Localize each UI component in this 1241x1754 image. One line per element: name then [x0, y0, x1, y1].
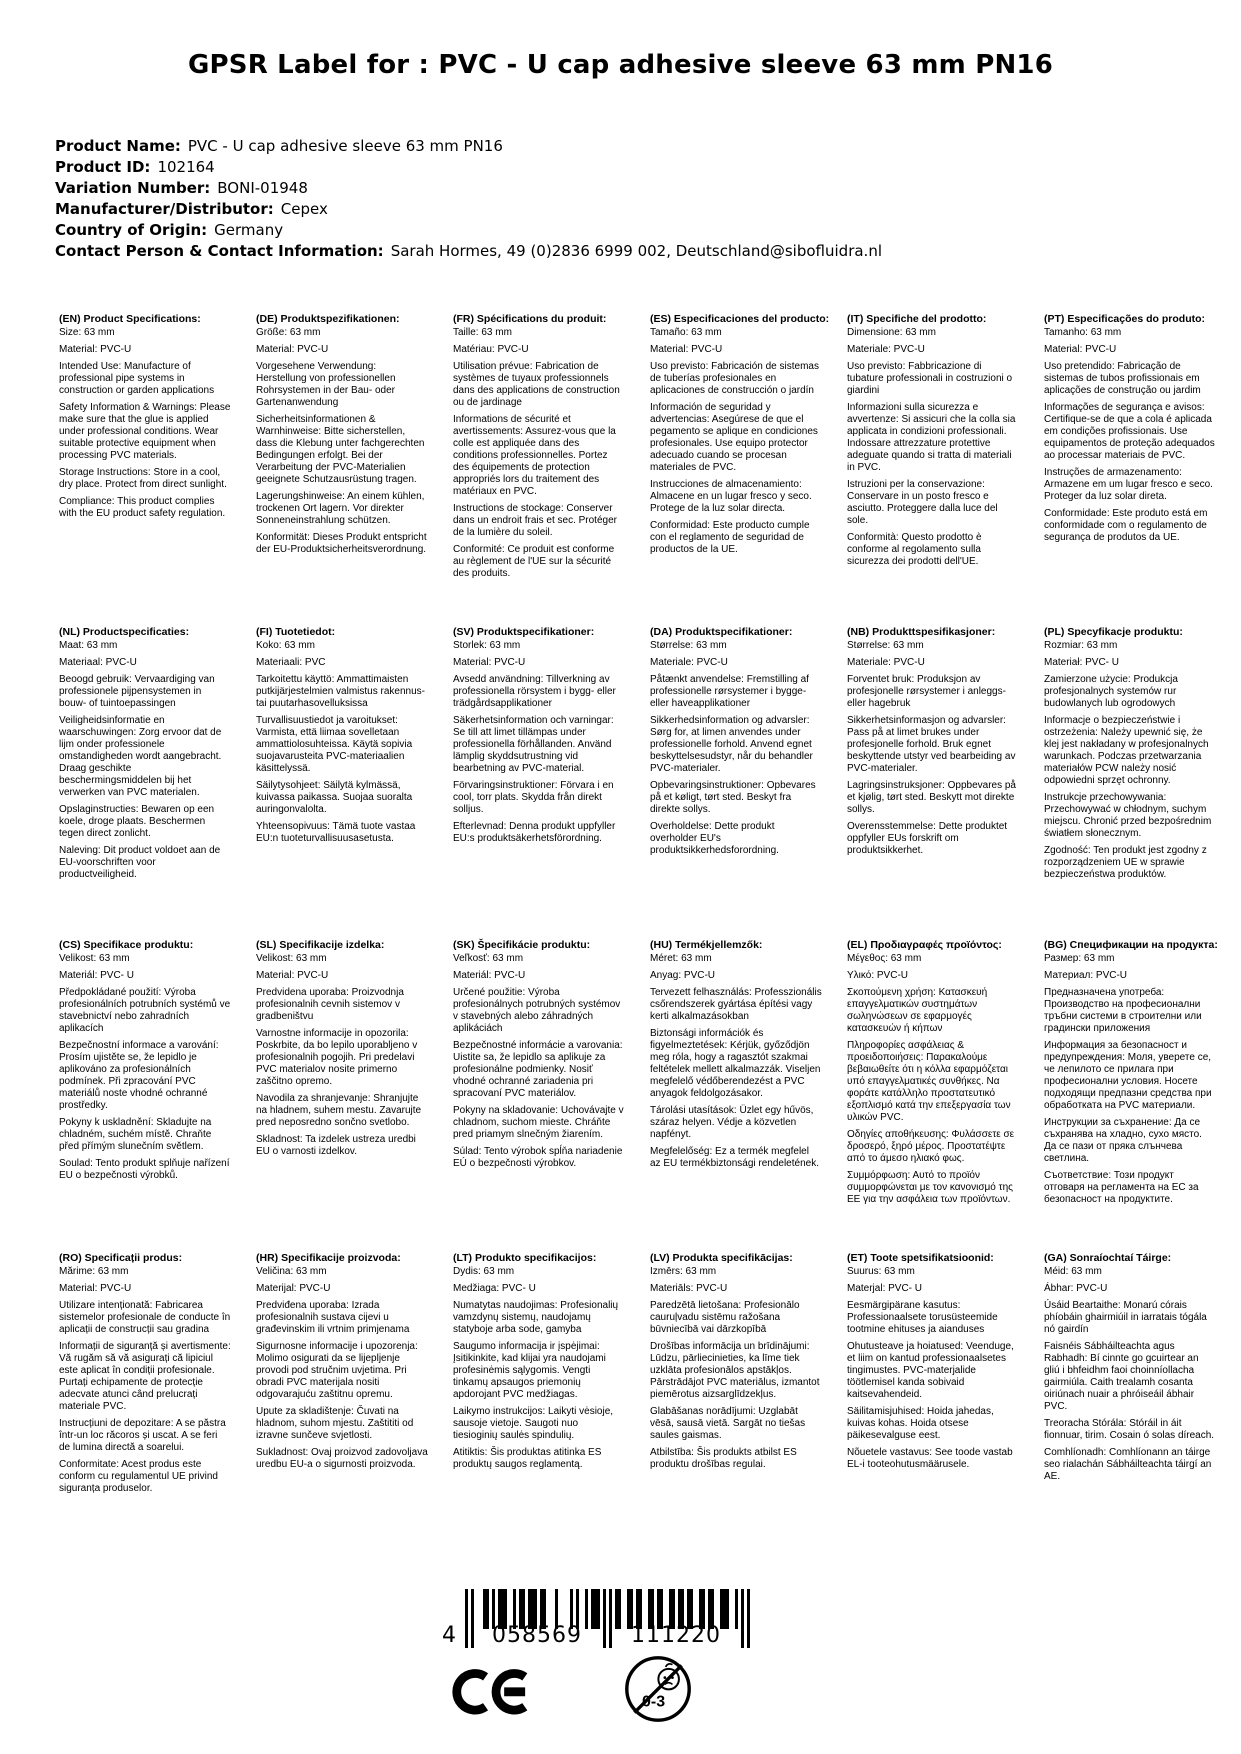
section-paragraph: Intended Use: Manufacture of professional pipe systems in construction or garden applications	[59, 361, 215, 396]
section-paragraph: Materiale: PVC-U	[847, 657, 925, 668]
section-paragraph: Förvaringsinstruktioner: Förvara i en cool, torr plats. Skydda från direkt solljus.	[453, 780, 614, 815]
section-paragraph: Velikost: 63 mm	[256, 953, 327, 964]
product-name-label: Product Name:	[55, 137, 181, 155]
country-of-origin-label: Country of Origin:	[55, 221, 208, 239]
age-range-text: 0-3	[642, 1693, 666, 1711]
section-paragraph: Méid: 63 mm	[1044, 1266, 1102, 1277]
section-paragraph: Nõuetele vastavus: See toode vastab EL-i tooteohutusmäärusele.	[847, 1447, 1013, 1470]
section-paragraph: Conformité: Ce produit est conforme au règlement de l'UE sur la sécurité des produits.	[453, 544, 615, 579]
section-paragraph: Turvallisuustiedot ja varoitukset: Varmista, että liimaa sovelletaan ammattiolosuhteissa. Käytä sopivia suojavarusteita PVC-materiaalien käsittelyssä.	[256, 715, 413, 774]
section-heading: (RO) Specificații produs:	[59, 1252, 183, 1264]
product-info-block	[55, 136, 882, 262]
section-heading: (BG) Спецификации на продукта:	[1044, 939, 1218, 951]
section-paragraph: Informații de siguranță și avertismente: Vă rugăm să vă asigurați că lipiciul este aplicat în condiții profesionale. Purtați echipamente de protecție adecvate atunci când prelucrați materiale PVC.	[59, 1341, 231, 1412]
product-info-row	[55, 199, 882, 220]
product-info-row	[55, 178, 882, 199]
section-paragraph: Material: PVC-U	[59, 1283, 132, 1294]
lang-section-cs	[59, 939, 231, 1252]
section-paragraph: Instructions de stockage: Conserver dans un endroit frais et sec. Protéger de la lumière du soleil.	[453, 503, 617, 538]
section-paragraph: Rozmiar: 63 mm	[1044, 640, 1118, 651]
product-id-value: 102164	[157, 158, 215, 176]
lang-section-fi	[256, 626, 428, 939]
section-paragraph: Lagerungshinweise: An einem kühlen, trockenen Ort lagern. Vor direkter Sonneneinstrahlung schützen.	[256, 491, 425, 526]
section-paragraph: Sikkerhedsinformation og advarsler: Sørg for, at limen anvendes under professionelle forhold. Anvend egnet beskyttelsesudstyr, når du behandler PVC-materialer.	[650, 715, 813, 774]
section-paragraph: Material: PVC-U	[650, 344, 723, 355]
section-paragraph: Instrucțiuni de depozitare: A se păstra într-un loc răcoros și uscat. A se feri de lumina directă a soarelui.	[59, 1418, 226, 1453]
section-paragraph: Megfelelőség: Ez a termék megfelel az EU termékbiztonsági rendeletének.	[650, 1146, 819, 1169]
product-info-row	[55, 220, 882, 241]
section-paragraph: Avsedd användning: Tillverkning av professionella rörsystem i bygg- eller trädgårdsapplikationer	[453, 674, 616, 709]
section-paragraph: Material: PVC-U	[256, 344, 329, 355]
section-paragraph: Materiál: PVC- U	[59, 970, 135, 981]
section-paragraph: Compliance: This product complies with the EU product safety regulation.	[59, 496, 226, 519]
lang-section-hr	[256, 1252, 428, 1565]
section-paragraph: Sukladnost: Ovaj proizvod zadovoljava uredbu EU-a o sigurnosti proizvoda.	[256, 1447, 428, 1470]
lang-section-hu	[650, 939, 822, 1252]
section-paragraph: Размер: 63 mm	[1044, 953, 1115, 964]
section-paragraph: Pokyny na skladovanie: Uchovávajte v chladnom, suchom mieste. Chráňte pred priamym slnečným žiarením.	[453, 1105, 624, 1140]
section-paragraph: Overensstemmelse: Dette produktet oppfyller EUs forskrift om produktsikkerhet.	[847, 821, 1008, 856]
section-paragraph: Οδηγίες αποθήκευσης: Φυλάσσετε σε δροσερό, ξηρό μέρος. Προστατέψτε από το άμεσο ηλιακό φως.	[847, 1129, 1015, 1164]
lang-section-es	[650, 313, 830, 626]
section-heading: (IT) Specifiche del prodotto:	[847, 313, 987, 325]
section-paragraph: Conformitate: Acest produs este conform cu regulamentul UE privind siguranța produselor.	[59, 1459, 218, 1494]
section-heading: (ES) Especificaciones del producto:	[650, 313, 830, 325]
lang-section-nb	[847, 626, 1019, 939]
lang-section-el	[847, 939, 1019, 1252]
section-paragraph: Určené použitie: Výroba profesionálnych potrubných systémov v stavebných alebo záhradných aplikáciách	[453, 987, 621, 1034]
section-paragraph: Súlad: Tento výrobok spĺňa nariadenie EÚ o bezpečnosti výrobkov.	[453, 1146, 623, 1169]
section-paragraph: Velikost: 63 mm	[59, 953, 130, 964]
section-heading: (SL) Specifikacije izdelka:	[256, 939, 385, 951]
section-paragraph: Saugumo informacija ir įspėjimai: Įsitikinkite, kad klijai yra naudojami profesinėmis sąlygomis. Vengti tinkamų apsaugos priemonių apdorojant PVC medžiagas.	[453, 1341, 606, 1400]
section-paragraph: Upute za skladištenje: Čuvati na hladnom, suhom mjestu. Zaštititi od izravne sunčeve svjetlosti.	[256, 1406, 414, 1441]
section-paragraph: Säilitamisjuhised: Hoida jahedas, kuivas kohas. Hoida otsese päikesevalguse eest.	[847, 1406, 994, 1441]
lang-section-sk	[453, 939, 625, 1252]
section-paragraph: Medžiaga: PVC- U	[453, 1283, 536, 1294]
lang-section-bg	[1044, 939, 1216, 1252]
language-sections-grid	[59, 313, 1216, 1565]
lang-section-sl	[256, 939, 428, 1252]
ce-mark-icon	[450, 1666, 538, 1723]
section-paragraph: Informações de segurança e avisos: Certifique-se de que a cola é aplicada em condições profissionais. Use equipamentos de proteção adequados ao processar materiais de PVC.	[1044, 402, 1215, 461]
section-paragraph: Conformità: Questo prodotto è conforme al regolamento sulla sicurezza dei prodotti dell'UE.	[847, 532, 982, 567]
section-paragraph: Tamaño: 63 mm	[650, 327, 722, 338]
lang-section-lt	[453, 1252, 625, 1565]
section-paragraph: Material: PVC-U	[59, 344, 132, 355]
section-paragraph: Istruzioni per la conservazione: Conservare in un posto fresco e asciutto. Proteggere dalla luce del sole.	[847, 479, 998, 526]
section-paragraph: Predvidena uporaba: Proizvodnja profesionalnih cevnih sistemov v gradbeništvu	[256, 987, 404, 1022]
section-paragraph: Instruções de armazenamento: Armazene em um lugar fresco e seco. Proteger da luz solar direta.	[1044, 467, 1213, 502]
lang-section-ro	[59, 1252, 231, 1565]
variation-number-label: Variation Number:	[55, 179, 211, 197]
section-paragraph: Vorgesehene Verwendung: Herstellung von professionellen Rohrsystemen in der Bau- oder Gartenanwendung	[256, 361, 396, 408]
section-paragraph: Materiaali: PVC	[256, 657, 326, 668]
section-paragraph: Numatytas naudojimas: Profesionalių vamzdynų sistemų, naudojamų statyboje arba sode, gamyba	[453, 1300, 619, 1335]
section-paragraph: Sikkerhetsinformasjon og advarsler: Pass på at limet brukes under profesjonelle forhold. Bruk egnet beskyttende utstyr ved bearbeiding av PVC-materialer.	[847, 715, 1016, 774]
section-paragraph: Uso previsto: Fabricación de sistemas de tuberías profesionales en aplicaciones de construcción o jardín	[650, 361, 819, 396]
section-paragraph: Drošības informācija un brīdinājumi: Lūdzu, pārliecinieties, ka līme tiek uzklāta profesionālos apstākļos. Pārstrādājot PVC materiālus, izmantot piemērotus aizsarglīdzekļus.	[650, 1341, 820, 1400]
lang-section-de	[256, 313, 428, 626]
section-paragraph: Size: 63 mm	[59, 327, 115, 338]
section-paragraph: Comhlíonadh: Comhlíonann an táirge seo rialachán Sábháilteachta táirgí an AE.	[1044, 1447, 1212, 1482]
section-paragraph: Ábhar: PVC-U	[1044, 1283, 1108, 1294]
section-paragraph: Utilizare intenționată: Fabricarea sistemelor profesionale de conducte în aplicații de construcții sau gradina	[59, 1300, 231, 1335]
section-paragraph: Soulad: Tento produkt splňuje nařízení EU o bezpečnosti výrobků.	[59, 1158, 230, 1181]
section-paragraph: Maat: 63 mm	[59, 640, 118, 651]
section-paragraph: Conformidade: Este produto está em conformidade com o regulamento de segurança de produtos da UE.	[1044, 508, 1208, 543]
section-paragraph: Anyag: PVC-U	[650, 970, 716, 981]
section-paragraph: Opslaginstructies: Bewaren op een koele, droge plaats. Beschermen tegen direct zonlicht.	[59, 804, 215, 839]
section-paragraph: Säilytysohjeet: Säilytä kylmässä, kuivassa paikassa. Suojaa suoralta auringonvalolta.	[256, 780, 413, 815]
barcode	[390, 1589, 760, 1651]
section-paragraph: Material: PVC-U	[256, 970, 329, 981]
section-paragraph: Lagringsinstruksjoner: Oppbevares på et kjølig, tørt sted. Beskytt mot direkte sollys.	[847, 780, 1016, 815]
section-paragraph: Eesmärgipärane kasutus: Professionaalsete torusüsteemide tootmine ehituses ja aianduses	[847, 1300, 998, 1335]
section-paragraph: Navodila za shranjevanje: Shranjujte na hladnem, suhem mestu. Zavarujte pred neposredno sončno svetlobo.	[256, 1093, 422, 1128]
section-paragraph: Varnostne informacije in opozorila: Poskrbite, da bo lepilo uporabljeno v profesionalnih pogojih. Pri predelavi PVC materialov nosite primerno zaščitno opremo.	[256, 1028, 418, 1087]
page-title: GPSR Label for : PVC - U cap adhesive sleeve 63 mm PN16	[187, 50, 1054, 80]
section-paragraph: Konformität: Dieses Produkt entspricht der EU-Produktsicherheitsverordnung.	[256, 532, 427, 555]
section-paragraph: Materiāls: PVC-U	[650, 1283, 728, 1294]
section-paragraph: Storage Instructions: Store in a cool, dry place. Protect from direct sunlight.	[59, 467, 227, 490]
section-paragraph: Mărime: 63 mm	[59, 1266, 129, 1277]
section-paragraph: Dydis: 63 mm	[453, 1266, 515, 1277]
section-paragraph: Información de seguridad y advertencias: Asegúrese de que el pegamento se aplique en condiciones profesionales. Use equipo protector adecuado cuando se procesan materiales de PVC.	[650, 402, 818, 473]
section-paragraph: Utilisation prévue: Fabrication de systèmes de tuyaux professionnels dans des applications de construction ou de jardinage	[453, 361, 620, 408]
barcode-digit-group: 058569	[492, 1623, 582, 1648]
section-heading: (HR) Specifikacije proizvoda:	[256, 1252, 401, 1264]
section-paragraph: Materijal: PVC-U	[256, 1283, 331, 1294]
section-paragraph: Bezpečnostní informace a varování: Prosím ujistěte se, že lepidlo je aplikováno za profesionálních podmínek. Při zpracování PVC materiálů noste vhodné ochranné prostředky.	[59, 1040, 219, 1111]
section-heading: (DA) Produktspecifikationer:	[650, 626, 793, 638]
section-heading: (FI) Tuotetiedot:	[256, 626, 336, 638]
section-paragraph: Overholdelse: Dette produkt overholder EU's produktsikkerhedsforordning.	[650, 821, 779, 856]
section-paragraph: Veličina: 63 mm	[256, 1266, 327, 1277]
section-paragraph: Sigurnosne informacije i upozorenja: Molimo osigurati da se lijepljenje provodi pod stručnim uvjetima. Pri obradi PVC materijala nositi odgovarajuću zaštitnu opremu.	[256, 1341, 418, 1400]
lang-section-et	[847, 1252, 1019, 1565]
section-paragraph: Veľkosť: 63 mm	[453, 953, 524, 964]
section-paragraph: Biztonsági információk és figyelmeztetések: Kérjük, győződjön meg róla, hogy a ragasztót szakmai feltételek mellett alkalmazzák. Viseljen megfelelő védőberendezést a PVC anyagok feldolgozásakor.	[650, 1028, 821, 1099]
section-paragraph: Predviđena uporaba: Izrada profesionalnih sustava cijevi u građevinskim ili vrtnim primjenama	[256, 1300, 410, 1335]
section-heading: (LT) Produkto specifikacijos:	[453, 1252, 597, 1264]
product-info-row	[55, 136, 882, 157]
section-paragraph: Materiale: PVC-U	[847, 344, 925, 355]
section-paragraph: Skladnost: Ta izdelek ustreza uredbi EU o varnosti izdelkov.	[256, 1134, 416, 1157]
section-paragraph: Påtænkt anvendelse: Fremstilling af professionelle rørsystemer i bygge- eller haveapplikationer	[650, 674, 809, 709]
section-paragraph: Materiał: PVC- U	[1044, 657, 1120, 668]
section-paragraph: Informacje o bezpieczeństwie i ostrzeżenia: Należy upewnić się, że klej jest nakładany w profesjonalnych warunkach. Podczas przetwarzania materiałów PCW należy nosić odpowiedni sprzęt ochronny.	[1044, 715, 1209, 786]
section-paragraph: Πληροφορίες ασφάλειας & προειδοποιήσεις: Παρακαλούμε βεβαιωθείτε ότι η κόλλα εφαρμόζεται υπό επαγγελματικές συνθήκες. Να φοράτε κατάλληλο προστατευτικό εξοπλισμό κατά την επεξεργασία των υλικών PVC.	[847, 1040, 1011, 1123]
section-paragraph: Σκοπούμενη χρήση: Κατασκευή επαγγελματικών συστημάτων σωληνώσεων σε εφαρμογές κατασκευών ή κήπων	[847, 987, 988, 1034]
section-paragraph: Uso previsto: Fabbricazione di tubature professionali in costruzioni o giardini	[847, 361, 1013, 396]
section-paragraph: Tárolási utasítások: Üzlet egy hűvös, száraz helyen. Védje a közvetlen napfényt.	[650, 1105, 814, 1140]
lang-section-ga	[1044, 1252, 1216, 1565]
section-paragraph: Koko: 63 mm	[256, 640, 315, 651]
section-paragraph: Tarkoitettu käyttö: Ammattimaisten putkijärjestelmien valmistus rakennus- tai puutarhasovelluksissa	[256, 674, 425, 709]
section-paragraph: Υλικό: PVC-U	[847, 970, 909, 981]
section-paragraph: Atbilstība: Šis produkts atbilst ES produktu drošības regulai.	[650, 1447, 797, 1470]
section-paragraph: Materjal: PVC- U	[847, 1283, 923, 1294]
section-paragraph: Opbevaringsinstruktioner: Opbevares på et køligt, tørt sted. Beskyt fra direkte sollys.	[650, 780, 816, 815]
section-paragraph: Material: PVC-U	[1044, 344, 1117, 355]
section-paragraph: Matériau: PVC-U	[453, 344, 529, 355]
section-paragraph: Úsáid Beartaithe: Monarú córais phíobáin ghairmiúil in iarratais tógála nó gairdín	[1044, 1300, 1207, 1335]
section-heading: (NB) Produkttspesifikasjoner:	[847, 626, 996, 638]
contact-value: Sarah Hormes, 49 (0)2836 6999 002, Deutschland@sibofluidra.nl	[390, 242, 882, 260]
section-paragraph: Veiligheidsinformatie en waarschuwingen: Zorg ervoor dat de lijm onder professionele omstandigheden wordt aangebracht. Draag geschikte beschermingsmiddelen bij het verwerken van PVC materialen.	[59, 715, 222, 798]
section-paragraph: Méret: 63 mm	[650, 953, 712, 964]
section-paragraph: Suurus: 63 mm	[847, 1266, 915, 1277]
section-paragraph: Størrelse: 63 mm	[650, 640, 727, 651]
section-heading: (PT) Especificações do produto:	[1044, 313, 1206, 325]
section-paragraph: Größe: 63 mm	[256, 327, 321, 338]
section-heading: (EN) Product Specifications:	[59, 313, 201, 325]
section-paragraph: Izmērs: 63 mm	[650, 1266, 717, 1277]
lang-section-fr	[453, 313, 625, 626]
section-paragraph: Naleving: Dit product voldoet aan de EU-voorschriften voor productveiligheid.	[59, 845, 221, 880]
section-heading: (DE) Produktspezifikationen:	[256, 313, 400, 325]
contact-label: Contact Person & Contact Information:	[55, 242, 384, 260]
section-heading: (EL) Προδιαγραφές προϊόντος:	[847, 939, 1002, 951]
section-paragraph: Instrucciones de almacenamiento: Almacene en un lugar fresco y seco. Protege de la luz solar directa.	[650, 479, 812, 514]
section-paragraph: Safety Information & Warnings: Please make sure that the glue is applied under professional conditions. Wear suitable protective equipment when processing PVC materials.	[59, 402, 231, 461]
section-paragraph: Informazioni sulla sicurezza e avvertenze: Si assicuri che la colla sia applicata in condizioni professionali. Indossare attrezzature protettive adeguate quando si tratta di materiali in PVC.	[847, 402, 1016, 473]
section-paragraph: Информация за безопасност и предупреждения: Моля, уверете се, че лепилото се прилага при професионални условия. Носете подходящи предпазни средства при обработката на PVC материали.	[1044, 1040, 1212, 1111]
section-paragraph: Atitiktis: Šis produktas atitinka ES produktų saugos reglamentą.	[453, 1447, 602, 1470]
section-paragraph: Instrukcje przechowywania: Przechowywać w chłodnym, suchym miejscu. Chronić przed bezpośrednim światłem słonecznym.	[1044, 792, 1212, 839]
section-paragraph: Materiaal: PVC-U	[59, 657, 137, 668]
section-paragraph: Forventet bruk: Produksjon av profesjonelle rørsystemer i anleggs- eller hagebruk	[847, 674, 1006, 709]
section-heading: (SV) Produktspecifikationer:	[453, 626, 595, 638]
section-paragraph: Ohutusteave ja hoiatused: Veenduge, et liim on kantud professionaalsetes tingimustes. PVC-materjalide töötlemisel kanda sobivaid kaitsevahendeid.	[847, 1341, 1014, 1400]
section-heading: (FR) Spécifications du produit:	[453, 313, 607, 325]
section-heading: (LV) Produkta specifikācijas:	[650, 1252, 793, 1264]
section-paragraph: Předpokládané použití: Výroba profesionálních potrubních systémů ve stavebnictví nebo zahradních aplikacích	[59, 987, 231, 1034]
lang-section-lv	[650, 1252, 822, 1565]
section-paragraph: Efterlevnad: Denna produkt uppfyller EU:s produktsäkerhetsförordning.	[453, 821, 616, 844]
section-paragraph: Μέγεθος: 63 mm	[847, 953, 922, 964]
lang-section-en	[59, 313, 231, 626]
product-name-value: PVC - U cap adhesive sleeve 63 mm PN16	[187, 137, 503, 155]
manufacturer-value: Cepex	[280, 200, 328, 218]
section-paragraph: Tervezett felhasználás: Professzionális csőrendszerek gyártása építési vagy kerti alkalmazásokban	[650, 987, 822, 1022]
section-paragraph: Treoracha Stórála: Stóráil in áit fionnuar, tirim. Cosain ó solas díreach.	[1044, 1418, 1215, 1441]
section-paragraph: Uso pretendido: Fabricação de sistemas de tubos profissionais em aplicações de construção ou jardim	[1044, 361, 1201, 396]
lang-section-nl	[59, 626, 231, 939]
product-id-label: Product ID:	[55, 158, 151, 176]
product-info-row	[55, 157, 882, 178]
section-paragraph: Материал: PVC-U	[1044, 970, 1128, 981]
section-paragraph: Materiál: PVC-U	[453, 970, 526, 981]
section-paragraph: Størrelse: 63 mm	[847, 640, 924, 651]
lang-section-pt	[1044, 313, 1216, 626]
section-paragraph: Yhteensopivuus: Tämä tuote vastaa EU:n tuoteturvallisuusasetusta.	[256, 821, 416, 844]
section-heading: (SK) Špecifikácie produktu:	[453, 939, 591, 951]
section-paragraph: Tamanho: 63 mm	[1044, 327, 1122, 338]
section-paragraph: Storlek: 63 mm	[453, 640, 521, 651]
section-heading: (NL) Productspecificaties:	[59, 626, 190, 638]
section-heading: (PL) Specyfikacje produktu:	[1044, 626, 1183, 638]
section-paragraph: Sicherheitsinformationen & Warnhinweise: Bitte sicherstellen, dass die Klebung unter fachgerechten Bedingungen erfolgt. Bei der Verarbeitung der PVC-Materialien geeignete Schutzausrüstung tragen.	[256, 414, 425, 485]
section-paragraph: Glabāšanas norādījumi: Uzglabāt vēsā, sausā vietā. Sargāt no tiešas saules gaismas.	[650, 1406, 806, 1441]
lang-section-it	[847, 313, 1019, 626]
barcode-digit-group: 111220	[631, 1623, 721, 1648]
section-paragraph: Предназначена употреба: Производство на професионални тръбни системи в строителни или градински приложения	[1044, 987, 1202, 1034]
section-paragraph: Material: PVC-U	[453, 657, 526, 668]
lang-section-da	[650, 626, 822, 939]
section-paragraph: Faisnéis Sábháilteachta agus Rabhadh: Bí cinnte go gcuirtear an gliú i bhfeidhm faoi choinníollacha gairmiúla. Caith trealamh cosanta oiriúnach nuair a phróiseáil ábhair PVC.	[1044, 1341, 1199, 1412]
section-paragraph: Dimensione: 63 mm	[847, 327, 936, 338]
section-paragraph: Bezpečnostné informácie a varovania: Uistite sa, že lepidlo sa aplikuje za profesionálne podmienky. Nosiť vhodné ochranné zariadenia pri spracovaní PVC materiálov.	[453, 1040, 623, 1099]
section-paragraph: Conformidad: Este producto cumple con el reglamento de seguridad de productos de la UE.	[650, 520, 810, 555]
section-paragraph: Laikymo instrukcijos: Laikyti vėsioje, sausoje vietoje. Saugoti nuo tiesioginių saulės spindulių.	[453, 1406, 614, 1441]
section-heading: (ET) Toote spetsifikatsioonid:	[847, 1252, 994, 1264]
section-paragraph: Zgodność: Ten produkt jest zgodny z rozporządzeniem UE w sprawie bezpieczeństwa produktów.	[1044, 845, 1207, 880]
product-info-row	[55, 241, 882, 262]
section-paragraph: Materiale: PVC-U	[650, 657, 728, 668]
section-paragraph: Συμμόρφωση: Αυτό το προϊόν συμμορφώνεται με τον κανονισμό της ΕΕ για την ασφάλεια των προϊόντων.	[847, 1170, 1013, 1205]
barcode-digit-group: 4	[442, 1623, 456, 1648]
section-paragraph: Pokyny k uskladnění: Skladujte na chladném, suchém místě. Chraňte před přímým slunečním světlem.	[59, 1117, 212, 1152]
section-paragraph: Съответствие: Този продукт отговаря на регламента на ЕС за безопасност на продуктите.	[1044, 1170, 1199, 1205]
section-paragraph: Taille: 63 mm	[453, 327, 512, 338]
age-warning-0-3-icon	[623, 1654, 693, 1728]
variation-number-value: BONI-01948	[217, 179, 308, 197]
section-paragraph: Инструкции за съхранение: Да се съхранява на хладно, сухо място. Да се пази от пряка слънчева светлина.	[1044, 1117, 1202, 1164]
section-paragraph: Informations de sécurité et avertissements: Assurez-vous que la colle est appliquée dans des conditions professionnelles. Portez des équipements de protection appropriés lors du traitement des matériaux en PVC.	[453, 414, 616, 497]
country-of-origin-value: Germany	[214, 221, 284, 239]
section-paragraph: Paredzētā lietošana: Profesionālo cauruļvadu sistēmu ražošana būvniecībā vai dārzkopībā	[650, 1300, 800, 1335]
section-paragraph: Beoogd gebruik: Vervaardiging van professionele pijpensystemen in bouw- of tuintoepassingen	[59, 674, 215, 709]
section-paragraph: Zamierzone użycie: Produkcja profesjonalnych systemów rur budowlanych lub ogrodowych	[1044, 674, 1178, 709]
manufacturer-label: Manufacturer/Distributor:	[55, 200, 274, 218]
section-heading: (GA) Sonraíochtaí Táirge:	[1044, 1252, 1172, 1264]
section-heading: (HU) Termékjellemzők:	[650, 939, 763, 951]
section-paragraph: Säkerhetsinformation och varningar: Se till att limet tillämpas under professionella förhållanden. Använd lämplig skyddsutrustning vid bearbetning av PVC-material.	[453, 715, 614, 774]
section-heading: (CS) Specifikace produktu:	[59, 939, 194, 951]
lang-section-sv	[453, 626, 625, 939]
lang-section-pl	[1044, 626, 1216, 939]
